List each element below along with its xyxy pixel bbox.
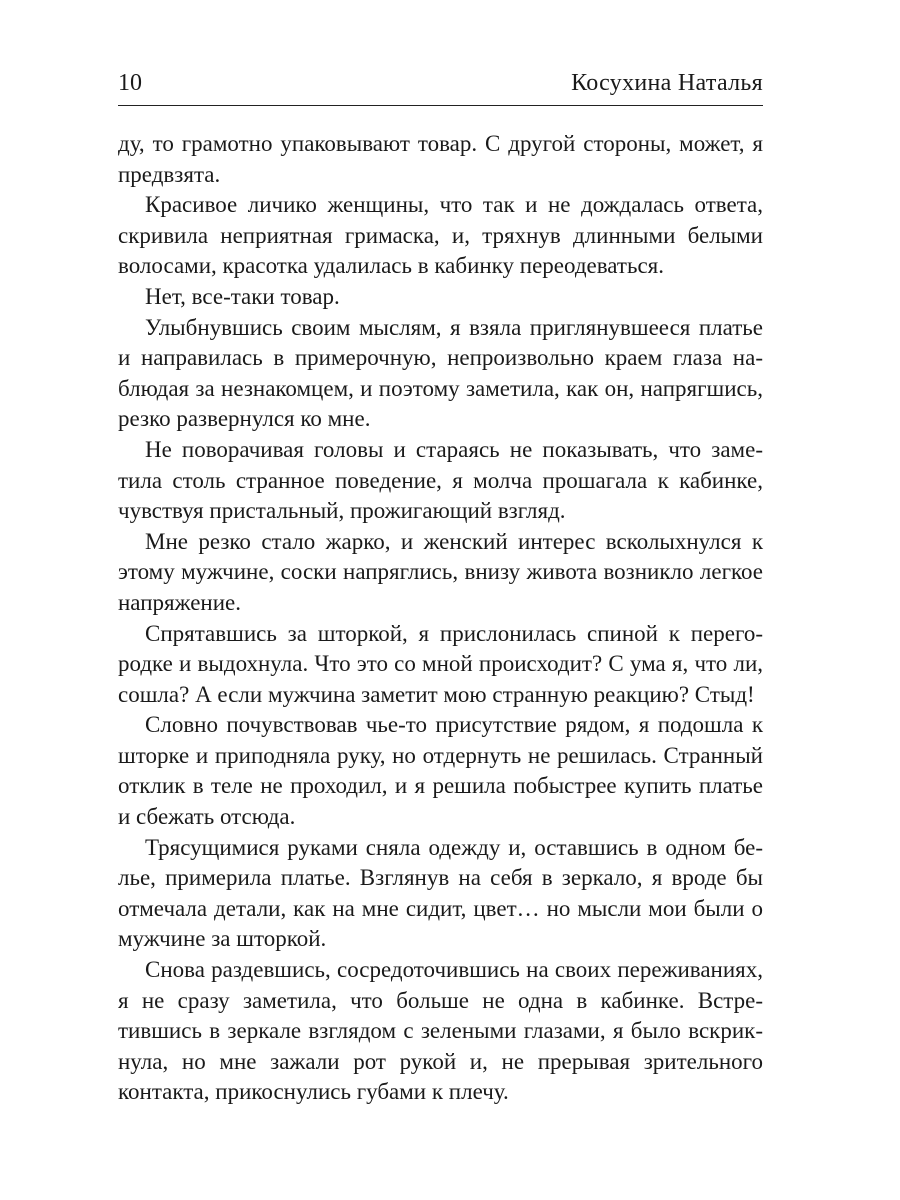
running-head [118,66,763,100]
paragraph: ду, то грамотно упаковывают товар. С другой стороны, может, я предвзята. [118,131,763,187]
paragraph: Не поворачивая головы и стараясь не показывать, что заметила столь странное поведение, я молча прошагала к кабинке, чувствуя пристальный, прожигающий взгляд. [118,436,763,524]
paragraph: Словно почувствовав чье-то присутствие рядом, я подошла к шторке и приподняла руку, но отдернуть не решилась. Странный отклик в теле не проходил, и я решила побыстрее купить платье и сбежать отсюда. [118,712,763,830]
paragraph: Красивое личико женщины, что так и не дождалась ответа, скривила неприятная гримаска, и, тряхнув длинными белыми волосами, красотка удалилась в кабинку переодеваться. [118,192,763,279]
paragraph: Спрятавшись за шторкой, я прислонилась спиной к перегородке и выдохнула. Что это со мной происходит? С ума я, что ли, сошла? А если мужчина заметит мою странную реакцию? Стыд! [118,620,763,707]
paragraph: Нет, все-таки товар. [145,283,340,309]
page-number: 10 [118,70,142,96]
header-rule [118,105,763,106]
paragraph: Трясущимися руками сняла одежду и, оставшись в одном белье, примерила платье. Взглянув на себя в зеркало, я вроде бы отмечала детали, как на мне сидит, цвет… но мысли мои были о мужчине за шторкой. [118,834,763,952]
paragraph: Снова раздевшись, сосредоточившись на своих переживаниях, я не сразу заметила, что больше не одна в кабинке. Встретившись в зеркале взглядом с зелеными глазами, я было вскрикнула, но мне зажали рот рукой и, не прерывая зрительного контакта, прикоснулись губами к плечу. [118,957,763,1105]
paragraph: Мне резко стало жарко, и женский интерес всколыхнулся к этому мужчине, соски напряглись, внизу живота возникло легкое напряжение. [118,528,763,615]
body-text [118,129,763,1108]
paragraph: Улыбнувшись своим мыслям, я взяла приглянувшееся платье и направилась в примерочную, непроизвольно краем глаза наблюдая за незнакомцем, и поэтому заметила, как он, напрягшись, резко развернулся ко мне. [118,314,763,432]
running-title: Косухина Наталья [571,70,763,96]
